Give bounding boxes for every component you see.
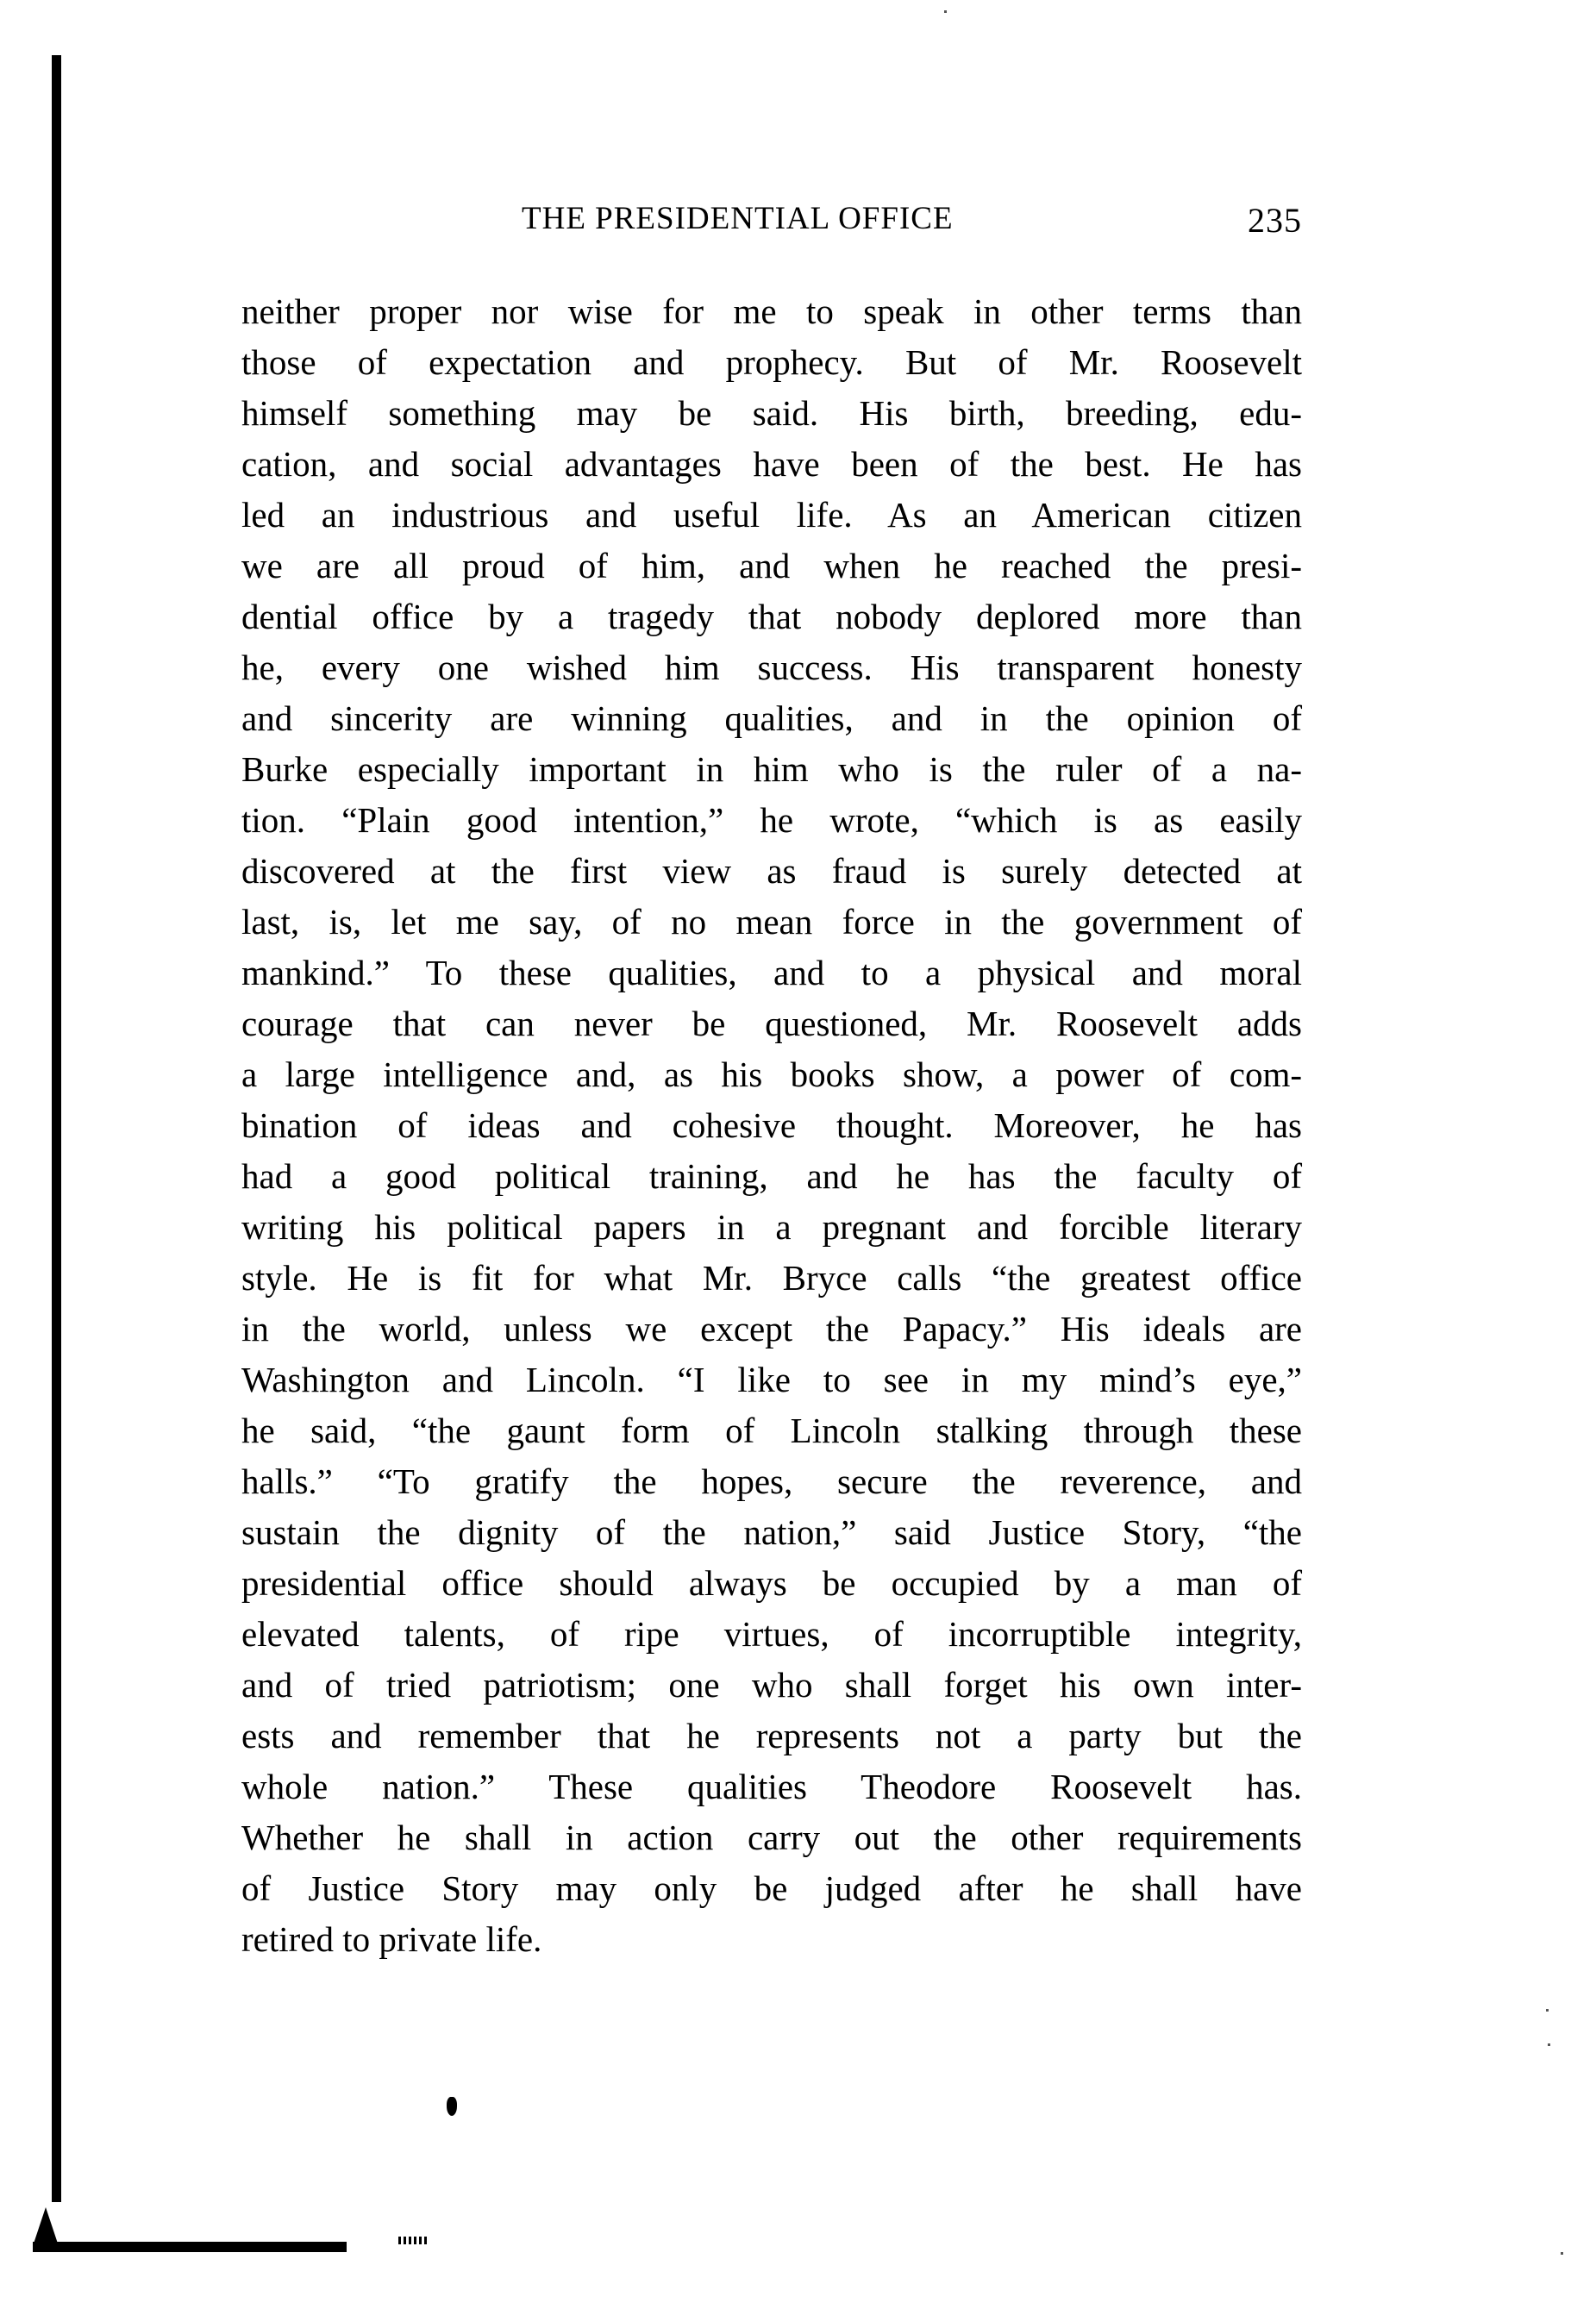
- text-line: a large intelligence and, as his books show, a power of com-: [241, 1054, 1302, 1094]
- text-line: discovered at the first view as fraud is surely detected at: [241, 851, 1302, 891]
- scan-speck: [944, 10, 947, 13]
- text-line: neither proper nor wise for me to speak in other terms than: [241, 291, 1302, 331]
- running-head: THE PRESIDENTIAL OFFICE: [522, 201, 954, 236]
- text-line: himself something may be said. His birth, breeding, edu-: [241, 393, 1302, 433]
- text-line: retired to private life.: [241, 1919, 542, 1959]
- page-binding-corner: [33, 2207, 59, 2246]
- text-line: bination of ideas and cohesive thought. Moreover, he has: [241, 1105, 1302, 1145]
- scan-speck: [1548, 2043, 1550, 2046]
- text-line: Whether he shall in action carry out the other requirements: [241, 1818, 1302, 1857]
- text-line: courage that can never be questioned, Mr. Roosevelt adds: [241, 1004, 1302, 1043]
- text-line: and sincerity are winning qualities, and in the opinion of: [241, 698, 1302, 738]
- text-line: presidential office should always be occupied by a man of: [241, 1563, 1302, 1603]
- text-line: Burke especially important in him who is the ruler of a na-: [241, 749, 1302, 789]
- page-number: 235: [1248, 201, 1302, 240]
- text-line: ests and remember that he represents not a party but the: [241, 1716, 1302, 1755]
- page-binding-edge: [52, 55, 61, 2202]
- text-line: had a good political training, and he has the faculty of: [241, 1156, 1302, 1196]
- text-line: he, every one wished him success. His transparent honesty: [241, 648, 1302, 687]
- text-line: led an industrious and useful life. As an American citizen: [241, 495, 1302, 535]
- text-line: sustain the dignity of the nation,” said Justice Story, “the: [241, 1512, 1302, 1552]
- text-line: style. He is fit for what Mr. Bryce calls “the greatest office: [241, 1258, 1302, 1298]
- text-line: last, is, let me say, of no mean force in the government of: [241, 902, 1302, 942]
- text-line: mankind.” To these qualities, and to a physical and moral: [241, 953, 1302, 992]
- text-line: those of expectation and prophecy. But of Mr. Roosevelt: [241, 342, 1302, 382]
- text-line: and of tried patriotism; one who shall forget his own inter-: [241, 1665, 1302, 1705]
- page-bottom-edge: [33, 2242, 347, 2252]
- text-line: in the world, unless we except the Papacy.” His ideals are: [241, 1309, 1302, 1348]
- scan-speck: [1561, 2252, 1563, 2255]
- text-line: Washington and Lincoln. “I like to see in my mind’s eye,”: [241, 1360, 1302, 1399]
- text-line: halls.” “To gratify the hopes, secure the reverence, and: [241, 1461, 1302, 1501]
- page-header: [474, 200, 1302, 243]
- text-line: cation, and social advantages have been of the best. He has: [241, 444, 1302, 484]
- text-line: of Justice Story may only be judged after he shall have: [241, 1868, 1302, 1908]
- text-line: we are all proud of him, and when he reached the presi-: [241, 546, 1302, 585]
- text-line: tion. “Plain good intention,” he wrote, “which is as easily: [241, 800, 1302, 840]
- text-line: he said, “the gaunt form of Lincoln stalking through these: [241, 1411, 1302, 1450]
- ink-blot: [447, 2097, 457, 2116]
- ink-specks: [398, 2237, 428, 2244]
- text-line: writing his political papers in a pregnant and forcible literary: [241, 1207, 1302, 1247]
- scan-speck: [1546, 2009, 1549, 2012]
- text-line: whole nation.” These qualities Theodore Roosevelt has.: [241, 1767, 1302, 1806]
- text-line: elevated talents, of ripe virtues, of incorruptible integrity,: [241, 1614, 1302, 1654]
- body-paragraph: [241, 286, 1302, 1965]
- text-line: dential office by a tragedy that nobody deplored more than: [241, 597, 1302, 636]
